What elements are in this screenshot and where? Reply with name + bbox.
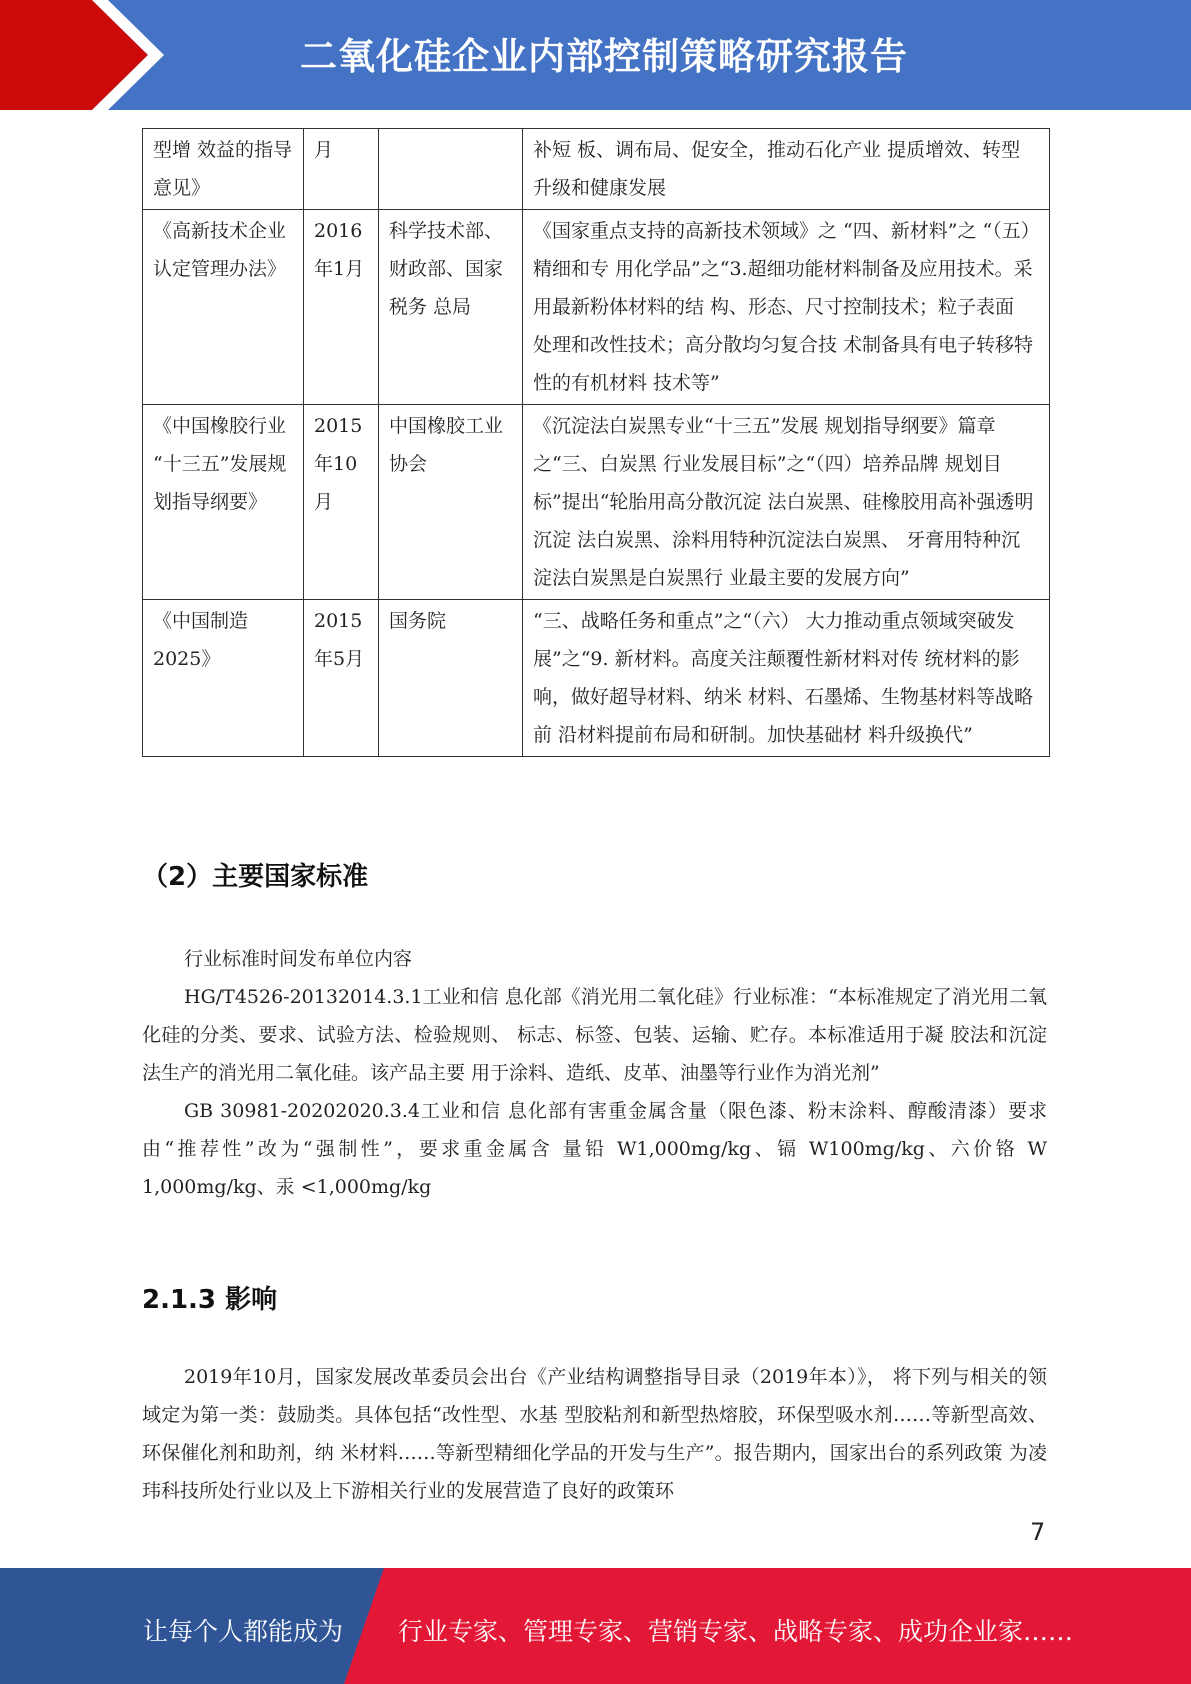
page-footer <box>0 1568 1191 1684</box>
impact-body <box>142 1358 1047 1510</box>
policy-name-cell: 《中国橡胶行业 “十三五”发展规划指导纲要》 <box>143 405 304 600</box>
page-header <box>0 0 1191 110</box>
policy-content-cell: “三、战略任务和重点”之“（六） 大力推动重点领域突破发展”之“9. 新材料。高度关注颠覆性新材料对传 统材料的影响，做好超导材料、纳米 材料、石墨烯、生物基材料等战略前 沿材料提前布局和研制。加快基础材 料升级换代” <box>523 600 1050 757</box>
policy-issuer-cell: 国务院 <box>379 600 523 757</box>
footer-slogan-right: 行业专家、管理专家、营销专家、战略专家、成功企业家…… <box>398 1617 1074 1646</box>
policy-date-cell: 2015年10月 <box>304 405 379 600</box>
table-row <box>143 600 1050 757</box>
policy-content-cell: 补短 板、调布局、促安全，推动石化产业 提质增效、转型升级和健康发展 <box>523 129 1050 210</box>
paragraph: HG/T4526-20132014.3.1工业和信 息化部《消光用二氧化硅》行业标准：“本标准规定了消光用二氧化硅的分类、要求、试验方法、检验规则、 标志、标签、包装、运输、贮存。本标准适用于凝 胶法和沉淀法生产的消光用二氧化硅。该产品主要 用于涂料、造纸、皮革、油墨等行业作为消光剂” <box>142 986 1047 1084</box>
table-row <box>143 210 1050 405</box>
policy-issuer-cell: 中国橡胶工业 协会 <box>379 405 523 600</box>
standards-body <box>142 940 1047 1206</box>
table-row <box>143 405 1050 600</box>
header-red-arrow <box>0 0 148 110</box>
paragraph: 2019年10月，国家发展改革委员会出台《产业结构调整指导目录（2019年本）》， 将下列与相关的领域定为第一类：鼓励类。具体包括“改性型、水基 型胶粘剂和新型热熔胶，环保型吸水剂……等新型高效、环保催化剂和助剂，纳 米材料……等新型精细化学品的开发与生产”。报告期内，国家出台的系列政策 为凌玮科技所处行业以及上下游相关行业的发展营造了良好的政策环 <box>142 1366 1047 1502</box>
section-heading-impact: 2.1.3 影响 <box>142 1285 278 1315</box>
policy-name-cell: 《高新技术企业 认定管理办法》 <box>143 210 304 405</box>
header-title: 二氧化硅企业内部控制策略研究报告 <box>300 35 908 78</box>
policy-date-cell: 2016年1月 <box>304 210 379 405</box>
policy-date-cell: 2015年5月 <box>304 600 379 757</box>
policy-date-cell: 月 <box>304 129 379 210</box>
policy-content-cell: 《国家重点支持的高新技术领域》之 “四、新材料”之 “（五）精细和专 用化学品”之“3.超细功能材料制备及应用技术。采用最新粉体材料的结 构、形态、尺寸控制技术；粒子表面 处理和改性技术；高分散均匀复合技 术制备具有电子转移特性的有机材料 技术等” <box>523 210 1050 405</box>
page-number: 7 <box>1030 1518 1046 1546</box>
policy-name-cell: 《中国制造2025》 <box>143 600 304 757</box>
table-row <box>143 129 1050 210</box>
policy-name-cell: 型增 效益的指导意见》 <box>143 129 304 210</box>
section-heading-standards: （2）主要国家标准 <box>142 862 369 892</box>
policy-issuer-cell <box>379 129 523 210</box>
policy-content-cell: 《沉淀法白炭黑专业“十三五”发展 规划指导纲要》篇章之“三、白炭黑 行业发展目标”之“（四）培养品牌 规划目标”提出“轮胎用高分散沉淀 法白炭黑、硅橡胶用高补强透明沉淀 法白炭黑、涂料用特种沉淀法白炭黑、 牙膏用特种沉淀法白炭黑是白炭黑行 业最主要的发展方向” <box>523 405 1050 600</box>
footer-slogan-left: 让每个人都能成为 <box>143 1617 344 1646</box>
policy-table <box>142 128 1050 757</box>
policy-issuer-cell: 科学技术部、 财政部、国家 税务 总局 <box>379 210 523 405</box>
paragraph: 行业标准时间发布单位内容 <box>184 948 413 970</box>
paragraph: GB 30981-20202020.3.4工业和信 息化部有害重金属含量（限色漆、粉末涂料、醇酸清漆）要求由“推荐性”改为“强制性”，要求重金属含 量铅 W1,000mg/kg、镉 W100mg/kg、六价铬 W 1,000mg/kg、汞 <1,000mg/kg <box>142 1100 1047 1198</box>
